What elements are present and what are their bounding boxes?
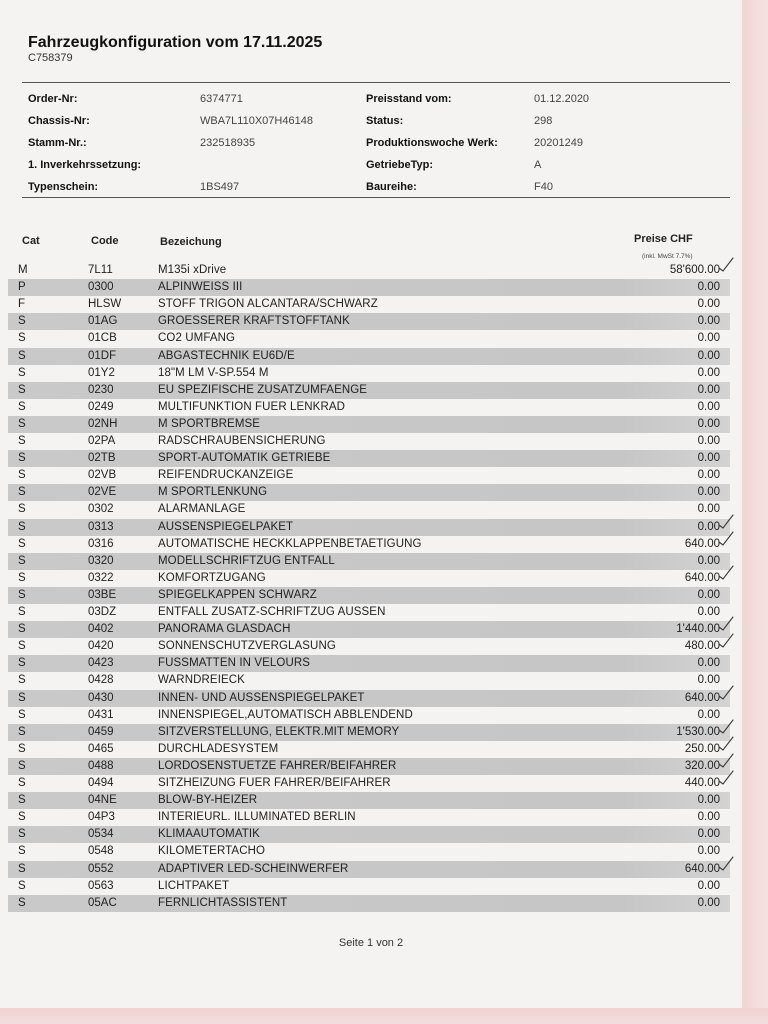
table-row	[8, 536, 730, 553]
row-desc: SPIEGELKAPPEN SCHWARZ	[158, 588, 317, 601]
row-code: 02PA	[88, 435, 116, 447]
row-code: 0320	[88, 554, 114, 567]
row-desc: INTERIEURL. ILLUMINATED BERLIN	[158, 811, 356, 824]
table-row	[8, 570, 730, 587]
table-row	[8, 365, 730, 382]
row-price: 0.00	[697, 674, 720, 687]
row-cat: M	[18, 264, 28, 276]
row-code: 0402	[88, 623, 114, 636]
row-desc: ALPINWEISS III	[158, 281, 243, 294]
row-cat: S	[18, 725, 26, 738]
table-row	[8, 399, 730, 416]
row-cat: S	[18, 708, 26, 721]
row-price: 0.00	[697, 400, 720, 413]
row-price: 0.00	[697, 896, 720, 909]
row-price: 1'440.00	[676, 623, 720, 636]
pen-checkmark-icon	[718, 256, 734, 272]
table-row	[8, 741, 730, 758]
row-code: 04P3	[88, 811, 115, 824]
row-price: 0.00	[697, 657, 720, 670]
table-row	[8, 262, 730, 279]
pen-checkmark-icon	[718, 769, 734, 785]
row-desc: MODELLSCHRIFTZUG ENTFALL	[158, 554, 335, 567]
table-row	[8, 382, 730, 399]
row-price: 0.00	[697, 828, 720, 841]
row-cat: S	[18, 896, 26, 909]
row-cat: S	[18, 486, 26, 499]
row-code: 0249	[88, 400, 114, 413]
row-desc: KILOMETERTACHO	[158, 845, 266, 858]
table-row	[8, 553, 730, 570]
row-price: 0.00	[697, 383, 720, 396]
row-cat: S	[18, 640, 26, 653]
table-row	[8, 843, 730, 860]
table-row	[8, 279, 730, 296]
produktionswoche-label: Produktionswoche Werk:	[366, 137, 498, 149]
table-row	[8, 519, 730, 536]
order-nr-label: Order-Nr:	[28, 93, 78, 105]
row-price: 320.00	[684, 759, 720, 772]
row-code: 03BE	[88, 588, 117, 601]
row-cat: F	[18, 298, 26, 311]
row-desc: SITZHEIZUNG FUER FAHRER/BEIFAHRER	[158, 777, 391, 789]
table-row	[8, 296, 730, 313]
row-price: 0.00	[697, 349, 720, 362]
row-price: 0.00	[697, 469, 720, 482]
row-desc: M135i xDrive	[158, 264, 227, 276]
table-row	[8, 604, 730, 621]
row-code: 0302	[88, 503, 114, 516]
table-row	[8, 707, 730, 724]
row-desc: FERNLICHTASSISTENT	[158, 896, 288, 909]
row-cat: S	[18, 811, 26, 824]
row-desc: KLIMAAUTOMATIK	[158, 828, 260, 841]
table-row	[8, 587, 730, 604]
col-header-desc: Bezeichung	[160, 236, 222, 248]
row-desc: INNEN- UND AUSSENSPIEGELPAKET	[158, 691, 365, 704]
row-code: 0313	[88, 520, 114, 533]
row-desc: RADSCHRAUBENSICHERUNG	[158, 435, 326, 447]
row-code: 0563	[88, 879, 114, 892]
pen-checkmark-icon	[718, 530, 734, 546]
table-row	[8, 724, 730, 741]
row-price: 250.00	[684, 742, 720, 755]
row-desc: ALARMANLAGE	[158, 503, 246, 516]
row-price: 0.00	[697, 281, 720, 294]
row-price: 0.00	[697, 503, 720, 516]
pen-checkmark-icon	[718, 735, 734, 751]
row-code: 0552	[88, 862, 114, 875]
row-code: 0488	[88, 759, 114, 772]
row-cat: S	[18, 349, 26, 362]
preisstand-value: 01.12.2020	[534, 93, 590, 105]
row-desc: 18"M LM V-SP.554 M	[158, 366, 269, 379]
row-desc: ENTFALL ZUSATZ-SCHRIFTZUG AUSSEN	[158, 606, 386, 618]
pen-checkmark-icon	[718, 684, 734, 700]
row-cat: S	[18, 315, 26, 328]
row-cat: S	[18, 417, 26, 430]
row-cat: S	[18, 366, 26, 379]
row-cat: S	[18, 400, 26, 413]
table-row	[8, 638, 730, 655]
row-cat: S	[18, 862, 26, 875]
order-nr-value: 6374771	[200, 93, 243, 105]
table-row	[8, 809, 730, 826]
row-cat: S	[18, 435, 26, 447]
row-price: 0.00	[697, 845, 720, 858]
row-cat: P	[18, 281, 26, 294]
row-code: 0420	[88, 640, 114, 653]
table-row	[8, 655, 730, 672]
row-price: 0.00	[697, 315, 720, 328]
row-price: 640.00	[684, 862, 720, 875]
table-row	[8, 501, 730, 518]
row-code: 04NE	[88, 794, 117, 807]
row-desc: SPORT-AUTOMATIK GETRIEBE	[158, 452, 331, 465]
row-code: HLSW	[88, 298, 122, 311]
inverkehrssetzung-label: 1. Inverkehrssetzung:	[28, 159, 142, 171]
row-code: 7L11	[88, 264, 113, 276]
row-price: 0.00	[697, 554, 720, 567]
row-desc: REIFENDRUCKANZEIGE	[158, 469, 294, 482]
col-header-price: Preise CHF	[634, 233, 693, 245]
document-id: C758379	[28, 52, 73, 64]
row-cat: S	[18, 623, 26, 636]
row-cat: S	[18, 674, 26, 687]
table-row	[8, 792, 730, 809]
table-row	[8, 313, 730, 330]
row-cat: S	[18, 554, 26, 567]
status-label: Status:	[366, 115, 404, 127]
table-row	[8, 672, 730, 689]
stamm-nr-label: Stamm-Nr.:	[28, 137, 87, 149]
row-cat: S	[18, 777, 26, 789]
preisstand-label: Preisstand vom:	[366, 93, 452, 105]
table-row	[8, 621, 730, 638]
header-info-box	[22, 82, 730, 198]
row-cat: S	[18, 879, 26, 892]
row-price: 58'600.00	[669, 264, 720, 276]
row-desc: BLOW-BY-HEIZER	[158, 794, 258, 807]
row-price: 0.00	[697, 708, 720, 721]
row-desc: AUTOMATISCHE HECKKLAPPENBETAETIGUNG	[158, 537, 422, 550]
pen-checkmark-icon	[718, 718, 734, 734]
row-cat: S	[18, 794, 26, 807]
row-code: 0465	[88, 742, 114, 755]
row-desc: SONNENSCHUTZVERGLASUNG	[158, 640, 336, 653]
table-row	[8, 895, 730, 912]
row-price: 0.00	[697, 794, 720, 807]
table-row	[8, 416, 730, 433]
row-price: 640.00	[684, 691, 720, 704]
pen-checkmark-icon	[718, 855, 734, 871]
row-code: 01AG	[88, 315, 118, 328]
row-desc: DURCHLADESYSTEM	[158, 742, 279, 755]
row-code: 0423	[88, 657, 114, 670]
table-row	[8, 878, 730, 895]
row-desc: GROESSERER KRAFTSTOFFTANK	[158, 315, 350, 328]
row-code: 01Y2	[88, 366, 115, 379]
row-cat: S	[18, 520, 26, 533]
row-code: 0548	[88, 845, 114, 858]
row-price: 0.00	[697, 332, 720, 345]
table-row	[8, 775, 730, 792]
table-row	[8, 433, 730, 450]
row-code: 02VB	[88, 469, 117, 482]
row-cat: S	[18, 759, 26, 772]
pen-checkmark-icon	[718, 632, 734, 648]
table-row	[8, 826, 730, 843]
row-price: 0.00	[697, 298, 720, 311]
table-row	[8, 450, 730, 467]
row-code: 05AC	[88, 896, 117, 909]
row-code: 0316	[88, 537, 114, 550]
row-cat: S	[18, 503, 26, 516]
row-code: 0494	[88, 777, 114, 789]
col-header-code: Code	[91, 235, 119, 247]
row-desc: ADAPTIVER LED-SCHEINWERFER	[158, 862, 349, 875]
row-price: 0.00	[697, 486, 720, 499]
row-price: 0.00	[697, 811, 720, 824]
row-desc: FUSSMATTEN IN VELOURS	[158, 657, 311, 670]
row-price: 0.00	[697, 452, 720, 465]
row-code: 0322	[88, 571, 114, 584]
pen-checkmark-icon	[718, 564, 734, 580]
row-code: 02TB	[88, 452, 116, 465]
row-cat: S	[18, 537, 26, 550]
row-desc: M SPORTBREMSE	[158, 417, 261, 430]
row-cat: S	[18, 383, 26, 396]
row-desc: MULTIFUNKTION FUER LENKRAD	[158, 400, 346, 413]
row-price: 480.00	[684, 640, 720, 653]
row-code: 03DZ	[88, 606, 117, 618]
table-row	[8, 861, 730, 878]
table-row	[8, 467, 730, 484]
stamm-nr-value: 232518935	[200, 137, 256, 149]
getriebetyp-value: A	[534, 159, 542, 171]
row-desc: PANORAMA GLASDACH	[158, 623, 291, 636]
row-price: 0.00	[697, 366, 720, 379]
row-desc: INNENSPIEGEL,AUTOMATISCH ABBLENDEND	[158, 708, 413, 721]
row-cat: S	[18, 452, 26, 465]
pen-checkmark-icon	[718, 752, 734, 768]
status-value: 298	[534, 115, 553, 127]
row-cat: S	[18, 691, 26, 704]
chassis-nr-label: Chassis-Nr:	[28, 115, 90, 127]
row-desc: ABGASTECHNIK EU6D/E	[158, 349, 295, 362]
row-desc: STOFF TRIGON ALCANTARA/SCHWARZ	[158, 298, 378, 311]
row-cat: S	[18, 469, 26, 482]
background-folder-bottom	[0, 1008, 768, 1024]
row-price: 0.00	[697, 435, 720, 447]
row-desc: CO2 UMFANG	[158, 332, 236, 345]
row-code: 0230	[88, 383, 114, 396]
table-row	[8, 348, 730, 365]
row-desc: EU SPEZIFISCHE ZUSATZUMFAENGE	[158, 383, 368, 396]
row-price: 0.00	[697, 520, 720, 533]
chassis-nr-value: WBA7L110X07H46148	[200, 115, 313, 127]
row-desc: LICHTPAKET	[158, 879, 230, 892]
produktionswoche-value: 20201249	[534, 137, 583, 149]
row-cat: S	[18, 332, 26, 345]
background-folder-edge	[742, 0, 768, 1024]
row-code: 0300	[88, 281, 114, 294]
row-desc: SITZVERSTELLUNG, ELEKTR.MIT MEMORY	[158, 725, 400, 738]
row-code: 01CB	[88, 332, 117, 345]
row-code: 02VE	[88, 486, 117, 499]
pen-checkmark-icon	[718, 513, 734, 529]
row-code: 0534	[88, 828, 114, 841]
row-price: 0.00	[697, 879, 720, 892]
table-row	[8, 484, 730, 501]
document-title: Fahrzeugkonfiguration vom 17.11.2025	[28, 34, 323, 51]
table-row	[8, 758, 730, 775]
row-price: 0.00	[697, 588, 720, 601]
row-code: 0459	[88, 725, 114, 738]
row-cat: S	[18, 742, 26, 755]
row-desc: LORDOSENSTUETZE FAHRER/BEIFAHRER	[158, 759, 397, 772]
row-code: 0428	[88, 674, 114, 687]
row-code: 0430	[88, 691, 114, 704]
price-vat-note: (inkl. MwSt 7.7%)	[642, 253, 693, 260]
row-price: 1'530.00	[676, 725, 720, 738]
baureihe-value: F40	[534, 181, 553, 193]
row-cat: S	[18, 571, 26, 584]
row-cat: S	[18, 606, 26, 618]
row-desc: WARNDREIECK	[158, 674, 245, 687]
row-price: 640.00	[684, 571, 720, 584]
pen-checkmark-icon	[718, 615, 734, 631]
getriebetyp-label: GetriebeTyp:	[366, 159, 434, 171]
row-cat: S	[18, 828, 26, 841]
row-desc: M SPORTLENKUNG	[158, 486, 268, 499]
row-cat: S	[18, 657, 26, 670]
row-code: 01DF	[88, 349, 117, 362]
row-price: 0.00	[697, 606, 720, 618]
col-header-cat: Cat	[22, 235, 40, 247]
typenschein-label: Typenschein:	[28, 181, 99, 193]
row-code: 0431	[88, 708, 114, 721]
row-desc: KOMFORTZUGANG	[158, 571, 266, 584]
table-row	[8, 690, 730, 707]
row-desc: AUSSENSPIEGELPAKET	[158, 520, 294, 533]
row-price: 440.00	[684, 777, 720, 789]
baureihe-label: Baureihe:	[366, 181, 417, 193]
row-code: 02NH	[88, 417, 118, 430]
page-number: Seite 1 von 2	[338, 937, 404, 949]
row-price: 0.00	[697, 417, 720, 430]
row-cat: S	[18, 845, 26, 858]
typenschein-value: 1BS497	[200, 181, 240, 193]
row-price: 640.00	[684, 537, 720, 550]
table-row	[8, 330, 730, 347]
row-cat: S	[18, 588, 26, 601]
